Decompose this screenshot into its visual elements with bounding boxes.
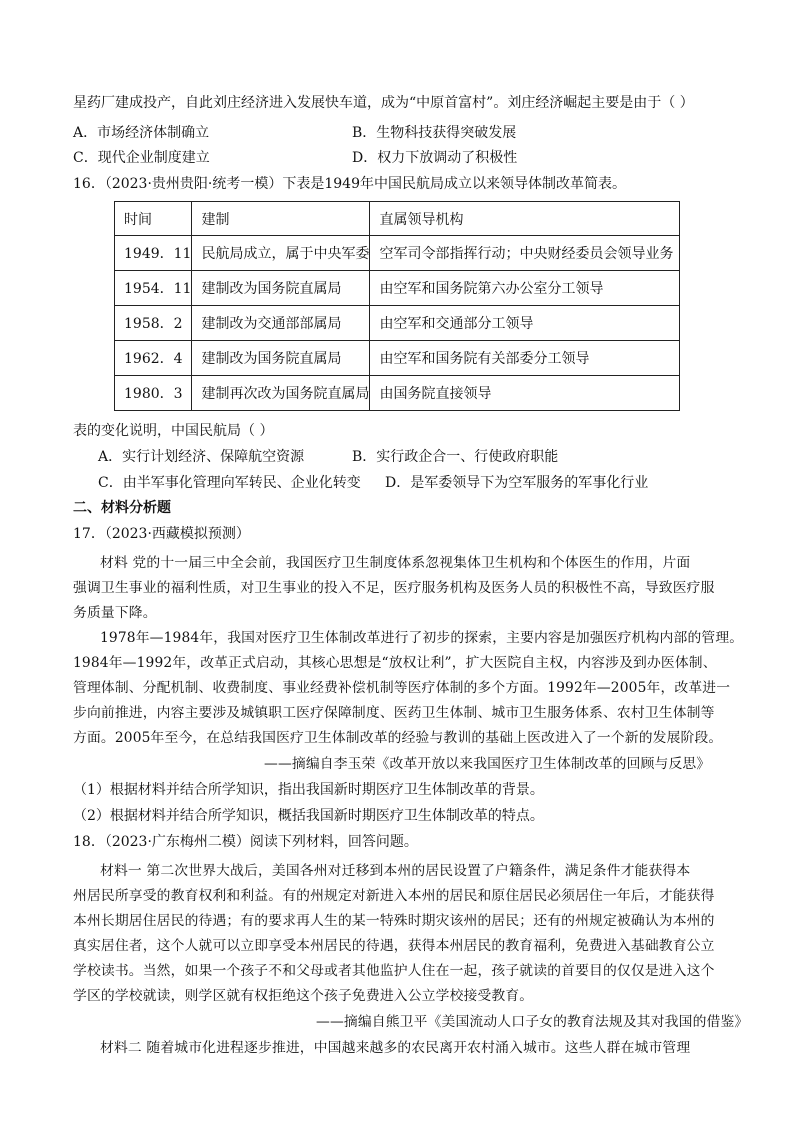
q18-source-1: ——摘编自熊卫平《美国流动人口子女的教育法规及其对我国的借鉴》	[316, 1014, 749, 1030]
table-cell: 1962．4	[115, 341, 192, 376]
q16-option-b: B．实行政企合一、行使政府职能	[352, 449, 559, 465]
table-header-cell: 直属领导机构	[370, 202, 680, 236]
table-cell: 由国务院直接领导	[370, 376, 680, 411]
table-cell: 民航局成立，属于中央军委	[192, 236, 370, 271]
q17-question-1: （1）根据材料并结合所学知识，指出我国新时期医疗卫生体制改革的背景。	[73, 782, 544, 798]
table-row	[115, 341, 680, 376]
table-row	[115, 306, 680, 341]
q15-option-a: A．市场经济体制确立	[73, 125, 210, 141]
table-header-row	[115, 202, 680, 236]
q17-material-line: 1984年—1992年，改革正式启动，其核心思想是“放权让利”，扩大医院自主权，内容涉及到办医体制、	[73, 655, 717, 671]
q18-material1-line: 本州长期居住居民的待遇；有的要求再人生的某一特殊时期灾该州的居民；还有的州规定被确认为本州的	[73, 913, 715, 929]
q17-stem: 17．（2023·西藏模拟预测）	[73, 526, 250, 542]
q15-option-d: D．权力下放调动了积极性	[352, 150, 518, 166]
table-cell: 1949．11	[115, 236, 192, 271]
table-cell: 建制改为国务院直属局	[192, 271, 370, 306]
table-cell: 由空军和交通部分工领导	[370, 306, 680, 341]
table-row	[115, 271, 680, 306]
q16-prompt: 表的变化说明，中国民航局（ ）	[73, 423, 274, 439]
q18-material1-line: 学区的学校就读，则学区就有权拒绝这个孩子免费进入公立学校接受教育。	[73, 988, 534, 1004]
q15-option-b: B．生物科技获得突破发展	[352, 125, 517, 141]
table-cell: 由空军和国务院有关部委分工领导	[370, 341, 680, 376]
q17-material-line: 步向前推进，内容主要涉及城镇职工医疗保障制度、医药卫生体制、城市卫生服务体系、农村卫生体制等	[73, 705, 715, 721]
q17-question-2: （2）根据材料并结合所学知识，概括我国新时期医疗卫生体制改革的特点。	[73, 808, 544, 824]
q17-material-line: 1978年—1984年，我国对医疗卫生体制改革进行了初步的探索，主要内容是加强医疗机构内部的管理。	[100, 630, 744, 646]
q16-option-a: A．实行计划经济、保障航空资源	[98, 449, 305, 465]
table-header-cell: 建制	[192, 202, 370, 236]
table-cell: 1954．11	[115, 271, 192, 306]
table-cell: 空军司令部指挥行动；中央财经委员会领导业务	[370, 236, 680, 271]
table-header-cell: 时间	[115, 202, 192, 236]
q18-material1-line: 真实居住者，这个人就可以立即享受本州居民的待遇，获得本州居民的教育福利，免费进入基础教育公立	[73, 938, 715, 954]
section-title: 二、材料分析题	[73, 500, 171, 516]
q18-stem: 18．（2023·广东梅州二模）阅读下列材料，回答问题。	[73, 834, 418, 850]
q16-stem: 16．（2023·贵州贵阳·统考一模）下表是1949年中国民航局成立以来领导体制改革简表。	[73, 176, 626, 192]
table-cell: 1958．2	[115, 306, 192, 341]
table-cell: 由空军和国务院第六办公室分工领导	[370, 271, 680, 306]
q17-material-line: 材料 党的十一届三中全会前，我国医疗卫生制度体系忽视集体卫生机构和个体医生的作用，片面	[100, 555, 691, 571]
q18-material2-line: 材料二 随着城市化进程逐步推进，中国越来越多的农民离开农村涌入城市。这些人群在城市管理	[100, 1040, 691, 1056]
q17-material-line: 方面。2005年至今，在总结我国医疗卫生体制改革的经验与教训的基础上医改进入了一个新的发展阶段。	[73, 730, 723, 746]
q18-material1-line: 材料一 第二次世界大战后，美国各州对迁移到本州的居民设置了户籍条件，满足条件才能获得本	[100, 863, 691, 879]
q17-material-line: 强调卫生事业的福利性质，对卫生事业的投入不足，医疗服务机构及医务人员的积极性不高，导致医疗服	[73, 580, 715, 596]
q15-option-c: C．现代企业制度建立	[73, 150, 210, 166]
q17-source: ——摘编自李玉荣《改革开放以来我国医疗卫生体制改革的回顾与反思》	[264, 756, 711, 772]
reform-table	[114, 201, 680, 411]
q17-material-line: 管理体制、分配机制、收费制度、事业经费补偿机制等医疗体制的多个方面。1992年—2005年，改革进一	[73, 680, 731, 696]
q15-stem-tail: 星药厂建成投产，自此刘庄经济进入发展快车道，成为“中原首富村”。刘庄经济崛起主要是由于（ ）	[73, 95, 694, 111]
table-cell: 建制改为国务院直属局	[192, 341, 370, 376]
table-cell: 建制改为交通部部属局	[192, 306, 370, 341]
q16-option-d: D．是军委领导下为空军服务的军事化行业	[385, 475, 649, 491]
table-row	[115, 376, 680, 411]
table-cell: 建制再次改为国务院直属局	[192, 376, 370, 411]
q17-material-line: 务质量下降。	[73, 605, 157, 621]
q18-material1-line: 州居民所享受的教育权利和利益。有的州规定对新进入本州的居民和原住居民必须居住一年后，才能获得	[73, 888, 715, 904]
q16-option-c: C．由半军事化管理向军转民、企业化转变	[98, 475, 361, 491]
table-cell: 1980．3	[115, 376, 192, 411]
q18-material1-line: 学校读书。当然，如果一个孩子不和父母或者其他监护人住在一起，孩子就读的首要目的仅仅是进入这个	[73, 963, 715, 979]
table-row	[115, 236, 680, 271]
